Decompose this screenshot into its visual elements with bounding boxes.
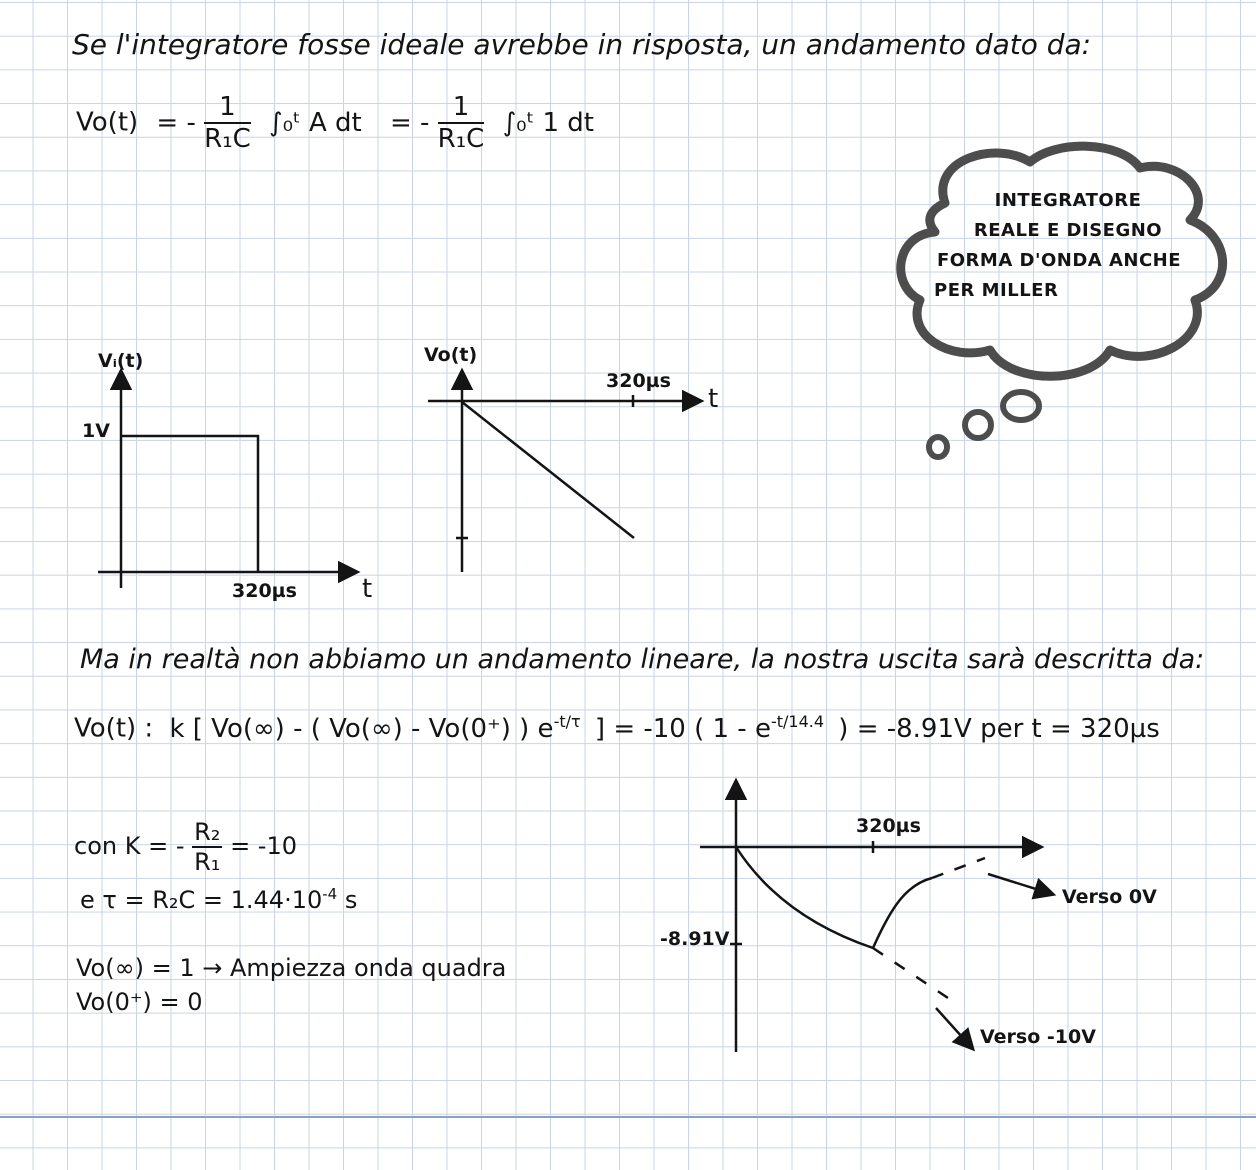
vo-infinity-line: Vo(∞) = 1 → Ampiezza onda quadra [76,954,507,982]
ideal-frac-2-den: R₁C [437,124,485,154]
real-eq-exp-2: -t/14.4 [770,712,825,731]
g3-level-label: -8.91V [660,928,730,950]
ideal-frac-1-num: 1 [204,92,251,124]
g2-time-label: 320µs [606,370,671,392]
k-def-text: con K = - [74,832,185,860]
ideal-eq-b: = - [389,107,430,138]
graph-input-square [98,372,356,588]
ideal-frac-2-num: 1 [438,92,485,124]
intro-line: Se l'integratore fosse ideale avrebbe in risposta, un andamento dato da: [72,28,1092,61]
cloud-line-2: REALE E DISEGNO [973,220,1163,241]
ideal-integral-2: ∫₀ᵗ 1 dt [502,107,594,138]
g3-recovery-curve [873,878,932,948]
g2-ylabel: Vo(t) [424,344,478,366]
graph-ideal-output [428,372,700,572]
real-intro-line: Ma in realtà non abbiamo un andamento lineare, la nostra uscita sarà descritta da: [80,644,1205,675]
k-frac-num: R₂ [194,818,221,846]
g3-arrow-up-label: Verso 0V [1062,886,1157,908]
g3-dashed-lower [873,948,948,998]
thought-bubble-large [1003,392,1039,420]
k-value: = -10 [230,832,297,860]
real-eq-lhs: Vo(t) : [74,713,154,744]
cloud-text [934,186,1198,306]
vo-zero-line: Vo(0⁺) = 0 [76,988,203,1016]
real-eq-mid: ] = -10 ( 1 - e [594,713,771,744]
g1-pulse [121,436,258,572]
thought-bubble-medium [965,412,991,438]
k-frac-den: R₁ [194,848,221,876]
g3-arrow-down-label: Verso -10V [980,1026,1096,1048]
cloud-line-3: FORMA D'ONDA ANCHE [936,250,1182,271]
g3-discharge-curve [736,847,873,948]
thought-bubble-small [929,437,947,457]
real-eq-exp-1: -t/τ [553,712,581,731]
page-bottom-line [0,1116,1256,1118]
g2-ramp [462,402,634,538]
g1-ylabel: Vᵢ(t) [98,350,144,372]
tau-exponent: -4 [322,885,338,903]
ideal-frac-1-den: R₁C [204,124,251,154]
real-eq-body: k [ Vo(∞) - ( Vo(∞) - Vo(0⁺) ) e [169,713,554,744]
g1-level-label: 1V [82,420,110,442]
g1-time-label: 320µs [232,580,297,602]
ideal-eq-lhs: Vo(t) [76,107,139,138]
g3-arrow-up [988,874,1052,894]
tau-unit: s [344,886,358,914]
g2-xlabel: t [708,384,719,414]
g1-xlabel: t [362,574,373,604]
g3-dashed-upper [932,858,985,878]
ideal-eq-a: = - [156,107,196,138]
cloud-line-4: PER MILLER [934,280,1059,301]
cloud-line-1: INTEGRATORE [994,190,1142,211]
g3-time-label: 320µs [856,815,921,837]
ideal-integral-1: ∫₀ᵗ A dt [269,107,362,138]
g3-arrow-down [936,1008,972,1048]
real-eq-end: ) = -8.91V per t = 320µs [838,713,1160,744]
tau-def-text: e τ = R₂C = 1.44·10 [80,886,323,914]
